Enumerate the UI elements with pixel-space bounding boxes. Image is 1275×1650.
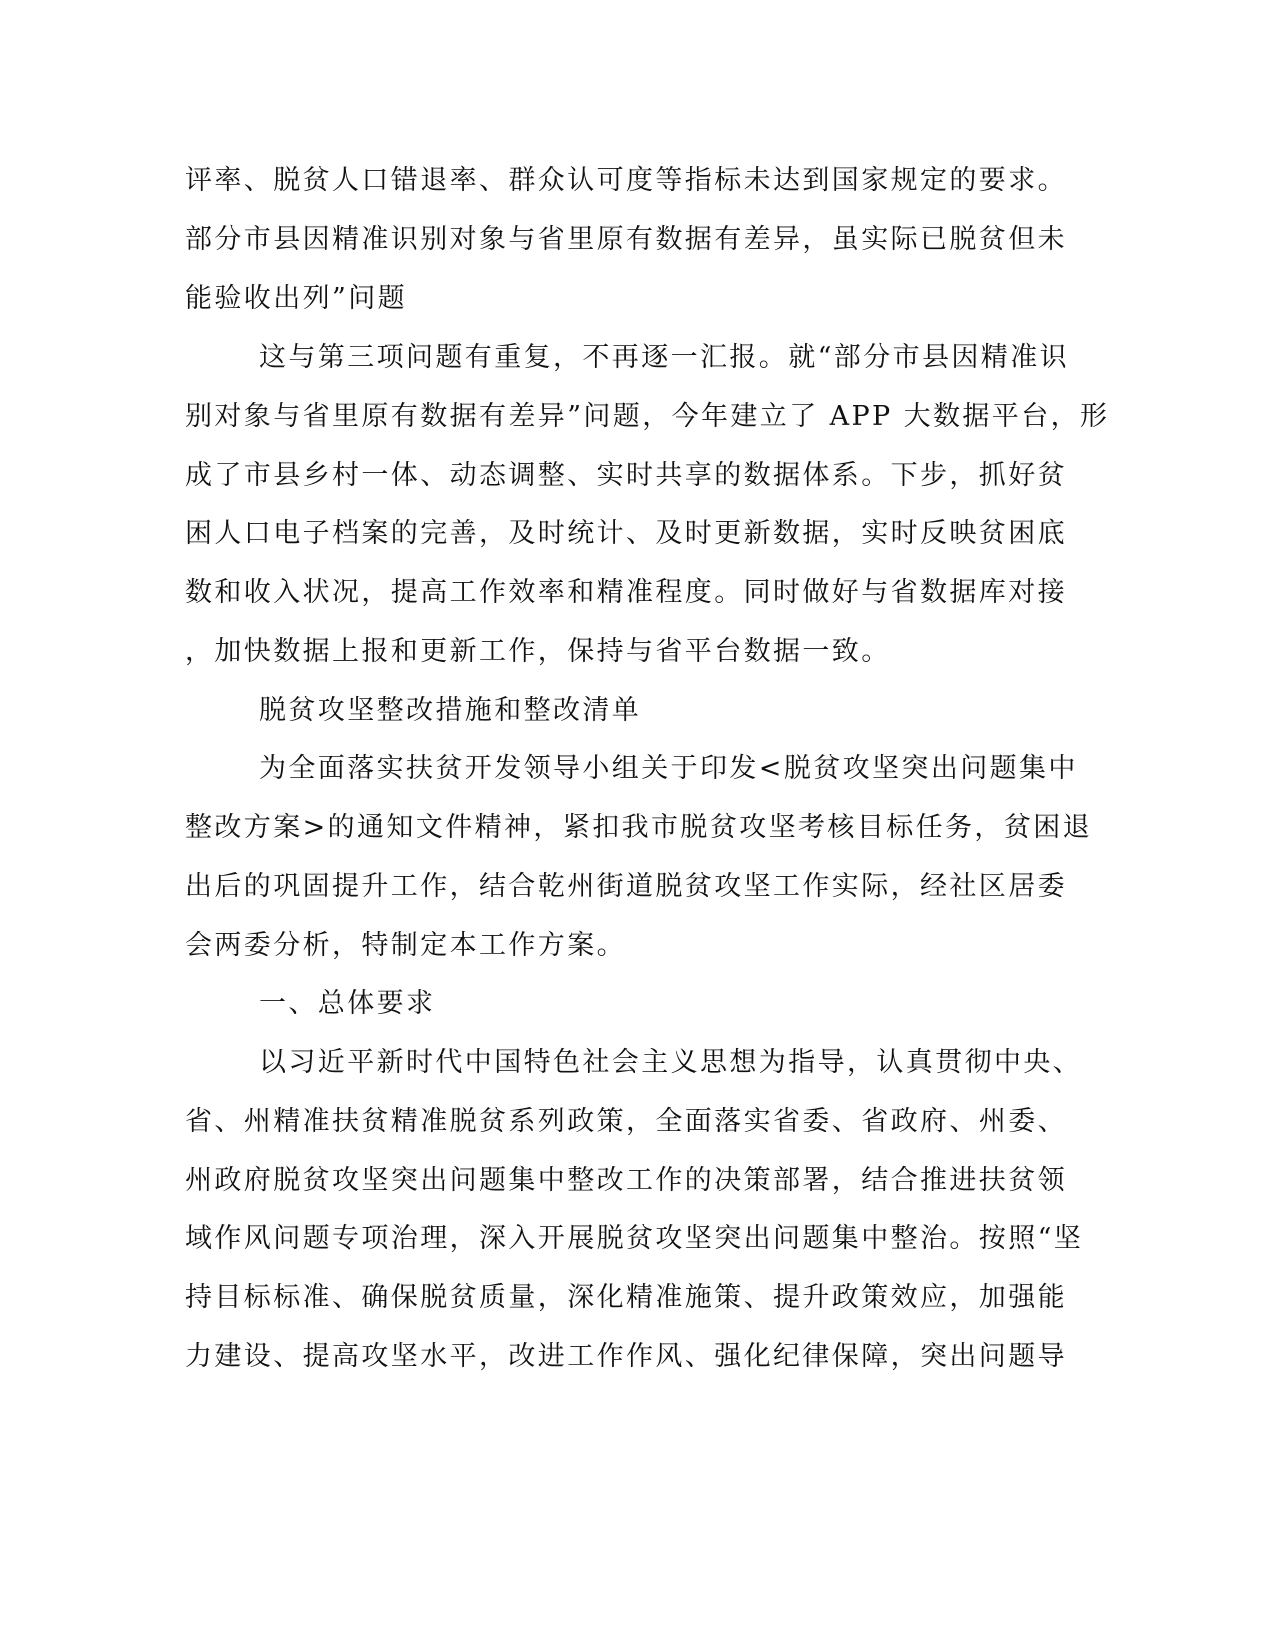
section-heading: 一、总体要求 [259, 988, 436, 1019]
text-line: 力建设、提高攻坚水平，改进工作作风、强化纪律保障，突出问题导 [185, 1341, 1067, 1372]
section-heading: 脱贫攻坚整改措施和整改清单 [259, 695, 642, 726]
text-line: 能验收出列”问题 [185, 283, 408, 314]
text-line: 数和收入状况，提高工作效率和精准程度。同时做好与省数据库对接 [185, 577, 1067, 608]
text-line: 会两委分析，特制定本工作方案。 [185, 930, 626, 961]
text-line: 域作风问题专项治理，深入开展脱贫攻坚突出问题集中整治。按照“坚 [185, 1223, 1084, 1254]
text-line: 这与第三项问题有重复，不再逐一汇报。就“部分市县因精准识 [259, 342, 1070, 373]
text-line: ，加快数据上报和更新工作，保持与省平台数据一致。 [185, 636, 891, 667]
text-line: 以习近平新时代中国特色社会主义思想为指导，认真贯彻中央、 [259, 1047, 1083, 1078]
text-line: 困人口电子档案的完善，及时统计、及时更新数据，实时反映贫困底 [185, 518, 1067, 549]
text-line: 评率、脱贫人口错退率、群众认可度等指标未达到国家规定的要求。 [185, 165, 1067, 196]
text-line: 出后的巩固提升工作，结合乾州街道脱贫攻坚工作实际，经社区居委 [185, 871, 1067, 902]
text-line: 别对象与省里原有数据有差异”问题，今年建立了 APP 大数据平台，形 [185, 401, 1110, 432]
text-line: 部分市县因精准识别对象与省里原有数据有差异，虽实际已脱贫但未 [185, 224, 1067, 255]
text-line: 整改方案>的通知文件精神，紧扣我市脱贫攻坚考核目标任务，贫困退 [185, 812, 1093, 843]
text-line: 州政府脱贫攻坚突出问题集中整改工作的决策部署，结合推进扶贫领 [185, 1165, 1067, 1196]
text-line: 省、州精准扶贫精准脱贫系列政策，全面落实省委、省政府、州委、 [185, 1106, 1067, 1137]
text-line: 成了市县乡村一体、动态调整、实时共享的数据体系。下步，抓好贫 [185, 460, 1067, 491]
text-line: 为全面落实扶贫开发领导小组关于印发<脱贫攻坚突出问题集中 [259, 753, 1078, 784]
text-line: 持目标标准、确保脱贫质量，深化精准施策、提升政策效应，加强能 [185, 1282, 1067, 1313]
